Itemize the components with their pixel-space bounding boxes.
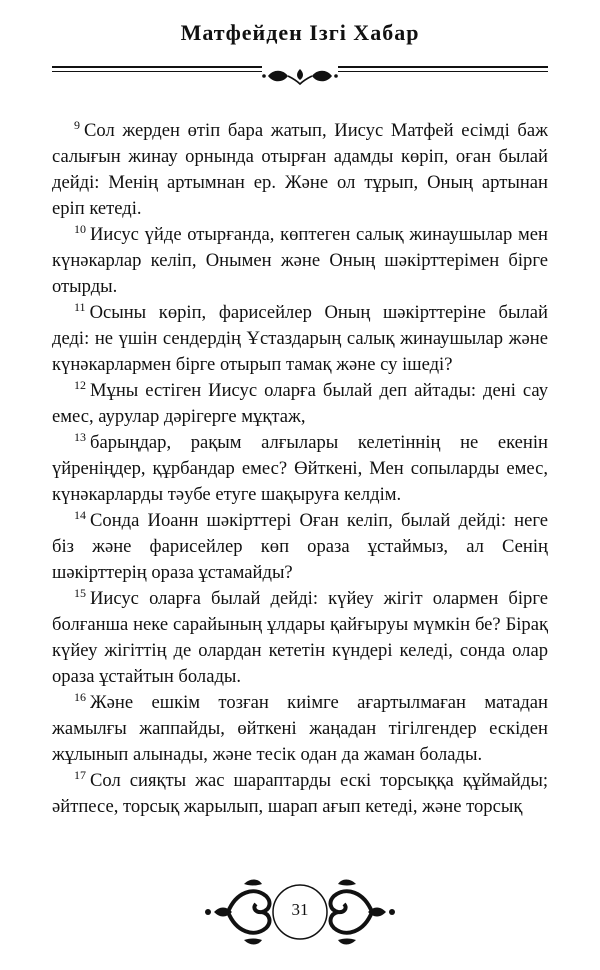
verse-9	[52, 118, 548, 222]
verse-12	[52, 378, 548, 430]
verse-body: Сонда Иоанн шәкірттері Оған келіп, былай дейді: неге біз және фарисейлер көп ораза ұстаймыз, ал Сенің шәкірттерің ораза ұстамайды?	[52, 510, 548, 583]
verse-11	[52, 300, 548, 378]
verse-13	[52, 430, 548, 508]
verse-number: 12	[74, 378, 86, 392]
verse-number: 10	[74, 222, 86, 236]
verse-14	[52, 508, 548, 586]
verse-body: Осыны көріп, фарисейлер Оның шәкірттеріне былай деді: не үшін сендердің Ұстаздарың салық жинаушылар және күнәкарлармен бірге отырып тамақ және су ішеді?	[52, 302, 548, 375]
page-number: 31	[291, 900, 309, 919]
verse-body: Мұны естіген Иисус оларға былай деп айтады: дені сау емес, аурулар дәрігерге мұқтаж,	[52, 380, 548, 427]
verse-16	[52, 690, 548, 768]
verse-15	[52, 586, 548, 690]
verse-body: Және ешкім тозған киімге ағартылмаған матадан жамылғы жаппайды, өйткені жаңадан тігілгендер ескіден жұлынып алынады, және тесік одан да жаман болады.	[52, 692, 548, 765]
verse-number: 11	[74, 300, 86, 314]
verse-17	[52, 768, 548, 820]
verse-number: 15	[74, 586, 86, 600]
verse-body: Сол сияқты жас шараптарды ескі торсыққа құймайды; әйтпесе, торсық жарылып, шарап ағып кетеді, және торсық	[52, 770, 548, 817]
header-ornament	[262, 66, 338, 88]
verse-number: 16	[74, 690, 86, 704]
verse-number: 17	[74, 768, 86, 782]
verse-body: барыңдар, рақым алғылары келетіннің не екенін үйреніңдер, құрбандар емес? Өйткені, Мен сопыларды емес, күнәкарларды тәубе етуге шақыруға келдім.	[52, 432, 548, 505]
verse-body: Сол жерден өтіп бара жатып, Иисус Матфей есімді баж салығын жинау орнында отырған адамды көріп, оған былай дейді: Менің артымнан ер. Және ол тұрып, Оның артынан еріп кетеді.	[52, 120, 548, 219]
verse-number: 9	[74, 118, 80, 132]
running-header: Матфейден Ізгі Хабар	[180, 20, 420, 45]
verse-body: Иисус оларға былай дейді: күйеу жігіт олармен бірге болғанша неке сарайының ұлдары қайғыруы мүмкін бе? Бірақ күйеу жігіттің де олардан кететін күндері келеді, сонда олар ораза ұстайтын болады.	[52, 588, 548, 687]
verse-10	[52, 222, 548, 300]
verse-body: Иисус үйде отырғанда, көптеген салық жинаушылар мен күнәкарлар келіп, Онымен және Оның шәкірттерімен бірге отырды.	[52, 224, 548, 297]
verse-number: 13	[74, 430, 86, 444]
verse-text	[52, 118, 548, 820]
verse-number: 14	[74, 508, 86, 522]
